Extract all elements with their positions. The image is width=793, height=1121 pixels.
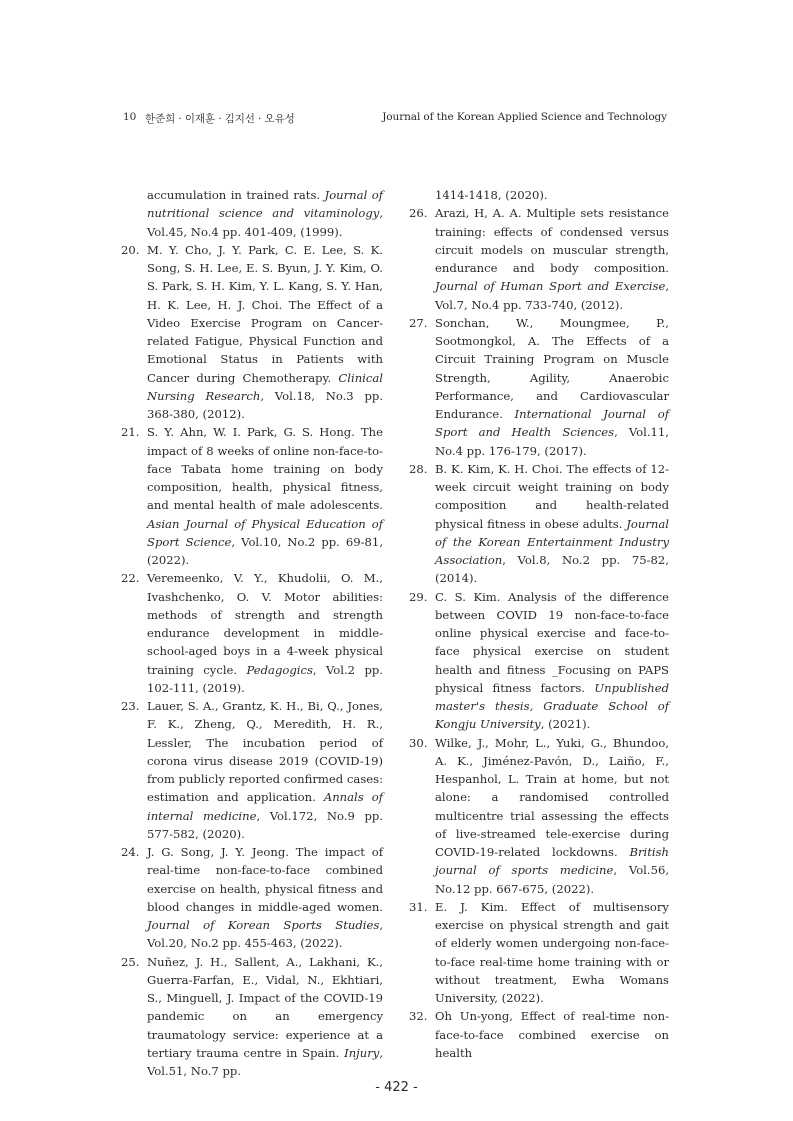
reference-text [435,314,669,460]
references-right-column [409,186,669,1062]
reference-number: 31. [409,899,428,914]
reference-text [435,898,669,1008]
reference-entry [409,588,669,734]
reference-number: 20. [121,242,140,257]
reference-number: 30. [409,735,428,750]
reference-text-segment: , Vol.18, No.3 pp. 368-380, (2012). [147,388,383,421]
reference-number: 21. [121,425,140,440]
header-journal-title: Journal of the Korean Applied Science and Technology [382,111,667,123]
reference-text-segment: Wilke, J., Mohr, L., Yuki, G., Bhundoo, A. K., Jiménez-Pavón, D., Laiño, F., Hespanhol, L. Train at home, but not alone: a randomised controlled multicentre trial assessing the effects of live-streamed tele-exercise during COVID-19-related lockdowns. [435,735,669,859]
reference-source-title: Journal of the Korean Entertainment Industry Association [435,516,669,567]
reference-text [147,241,383,424]
reference-entry [409,898,669,1008]
reference-text-segment: accumulation in trained rats. [147,188,325,202]
reference-source-title: Pedagogics [246,662,313,677]
reference-entry [121,423,383,569]
reference-number: 24. [121,845,140,859]
reference-number: 25. [121,954,140,969]
reference-text-segment: , Vol.10, No.2 pp. 69-81, (2022). [147,534,383,567]
reference-entry [409,204,669,314]
reference-text [435,460,669,588]
reference-text-segment: , Vol.51, No.7 pp. [147,1045,383,1078]
reference-text [435,204,669,314]
reference-text-segment: Veremeenko, V. Y., Khudolii, O. M., Ivashchenko, O. V. Motor abilities: methods of strength and strength endurance development in middle-school-aged boys in a 4-week physical training cycle. [147,571,383,677]
reference-number: 26. [409,206,428,221]
running-header [123,111,667,127]
reference-text-segment: J. G. Song, J. Y. Jeong. The impact of real-time non-face-to-face combined exercise on health, physical fitness and blood changes in middle-aged women. [147,845,383,914]
header-authors: 한준희 · 이재훈 · 김지선 · 오유성 [145,113,295,125]
reference-continuation [409,186,669,204]
page-footer [0,1080,793,1095]
references-left-column [121,186,383,1080]
reference-source-title: Journal of Human Sport and Exercise [435,279,666,294]
reference-number: 27. [409,315,428,330]
reference-text-segment: , (2021). [540,717,591,732]
reference-text [147,697,383,843]
reference-entry [121,697,383,843]
reference-entry [409,460,669,588]
footer-page-number: - 422 - [375,1080,418,1095]
reference-entry [409,1007,669,1062]
reference-number: 29. [409,589,428,604]
reference-text-segment: , Vol.2 pp. 102-111, (2019). [147,662,383,695]
reference-text-segment: , Vol.172, No.9 pp. 577-582, (2020). [147,808,383,841]
reference-entry [121,843,383,953]
reference-text [435,734,669,898]
reference-text [147,953,383,1081]
reference-entry [121,569,383,697]
reference-source-title: Journal of nutritional science and vitaminology [147,188,383,221]
reference-source-title: International Journal of Sport and Health Sciences [435,407,669,440]
header-page-number: 10 [123,111,137,123]
reference-text-segment: E. J. Kim. Effect of multisensory exercise on physical strength and gait of elderly women undergoing non-face-to-face real-time home training with or without treatment, Ewha Womans University, (2022). [435,899,669,1005]
reference-source-title: Asian Journal of Physical Education of Sport Science [147,516,383,549]
reference-text-segment: Lauer, S. A., Grantz, K. H., Bi, Q., Jones, F. K., Zheng, Q., Meredith, H. R., Lessler, The incubation period of corona virus disease 2019 (COVID-19) from publicly reported confirmed cases: estimation and application. [147,699,383,805]
reference-source-title: Injury [344,1045,380,1060]
reference-text-segment: , Vol.7, No.4 pp. 733-740, (2012). [435,279,669,312]
reference-text-segment: Oh Un-yong, Effect of real-time non-face-to-face combined exercise on health [435,1009,669,1060]
reference-entry [121,953,383,1081]
reference-text-segment: Sonchan, W., Moungmee, P., Sootmongkol, A. The Effects of a Circuit Training Program on Muscle Strength, Agility, Anaerobic Performance, and Cardiovascular Endurance. [435,315,669,421]
reference-text [435,588,669,734]
reference-entry [409,734,669,898]
reference-text-segment: , Vol.8, No.2 pp. 75-82, (2014). [435,553,669,586]
reference-text-segment: 1414-1418, (2020). [435,188,548,202]
reference-text-segment: S. Y. Ahn, W. I. Park, G. S. Hong. The impact of 8 weeks of online non-face-to-face Tabata home training on body composition, health, physical fitness, and mental health of male adolescents. [147,425,383,513]
reference-number: 28. [409,461,428,476]
reference-text-segment: , Vol.56, No.12 pp. 667-675, (2022). [435,863,670,896]
reference-source-title: Unpublished master's thesis, Graduate School of Kongju University [435,680,669,732]
reference-source-title: Journal of Korean Sports Studies [147,918,380,932]
reference-text-segment: B. K. Kim, K. H. Choi. The effects of 12-week circuit weight training on body composition and health-related physical fitness in obese adults. [435,461,669,531]
reference-text-segment: , Vol.45, No.4 pp. 401-409, (1999). [147,206,383,239]
reference-number: 22. [121,571,140,586]
reference-continuation [121,186,383,241]
reference-text-segment: Nuñez, J. H., Sallent, A., Lakhani, K., Guerra-Farfan, E., Vidal, N., Ekhtiari, S., Minguell, J. Impact of the COVID-19 pandemic on an emergency traumatology service: experience at a tertiary trauma centre in Spain. [147,954,383,1060]
reference-entry [121,241,383,424]
reference-text [147,186,383,241]
reference-text-segment: , Vol.11, No.4 pp. 176-179, (2017). [435,425,669,458]
reference-text [435,1007,669,1062]
reference-entry [409,314,669,460]
reference-source-title: British journal of sports medicine [435,845,669,878]
reference-source-title: Clinical Nursing Research [147,370,383,403]
reference-text-segment: C. S. Kim. Analysis of the difference between COVID 19 non-face-to-face online physical exercise and face-to-face physical exercise on student health and fitness _Focusing on PAPS physical fitness factors. [435,589,669,695]
reference-text-segment: Arazi, H, A. A. Multiple sets resistance training: effects of condensed versus circuit models on muscular strength, endurance and body composition. [435,206,669,275]
reference-text-segment: M. Y. Cho, J. Y. Park, C. E. Lee, S. K. Song, S. H. Lee, E. S. Byun, J. Y. Kim, O. S. Park, S. H. Kim, Y. L. Kang, S. Y. Han, H. K. Lee, H. J. Choi. The Effect of a Video Exercise Program on Cancer-related Fatigue, Physical Function and Emotional Status in Patients with Cancer during Chemotherapy. [147,242,383,385]
reference-text [147,423,383,569]
reference-text [147,843,383,953]
reference-number: 23. [121,699,140,713]
reference-text-segment: , Vol.20, No.2 pp. 455-463, (2022). [147,918,383,951]
reference-source-title: Annals of internal medicine [147,790,383,823]
reference-text [147,569,383,697]
reference-text [435,186,669,204]
reference-number: 32. [409,1009,428,1024]
